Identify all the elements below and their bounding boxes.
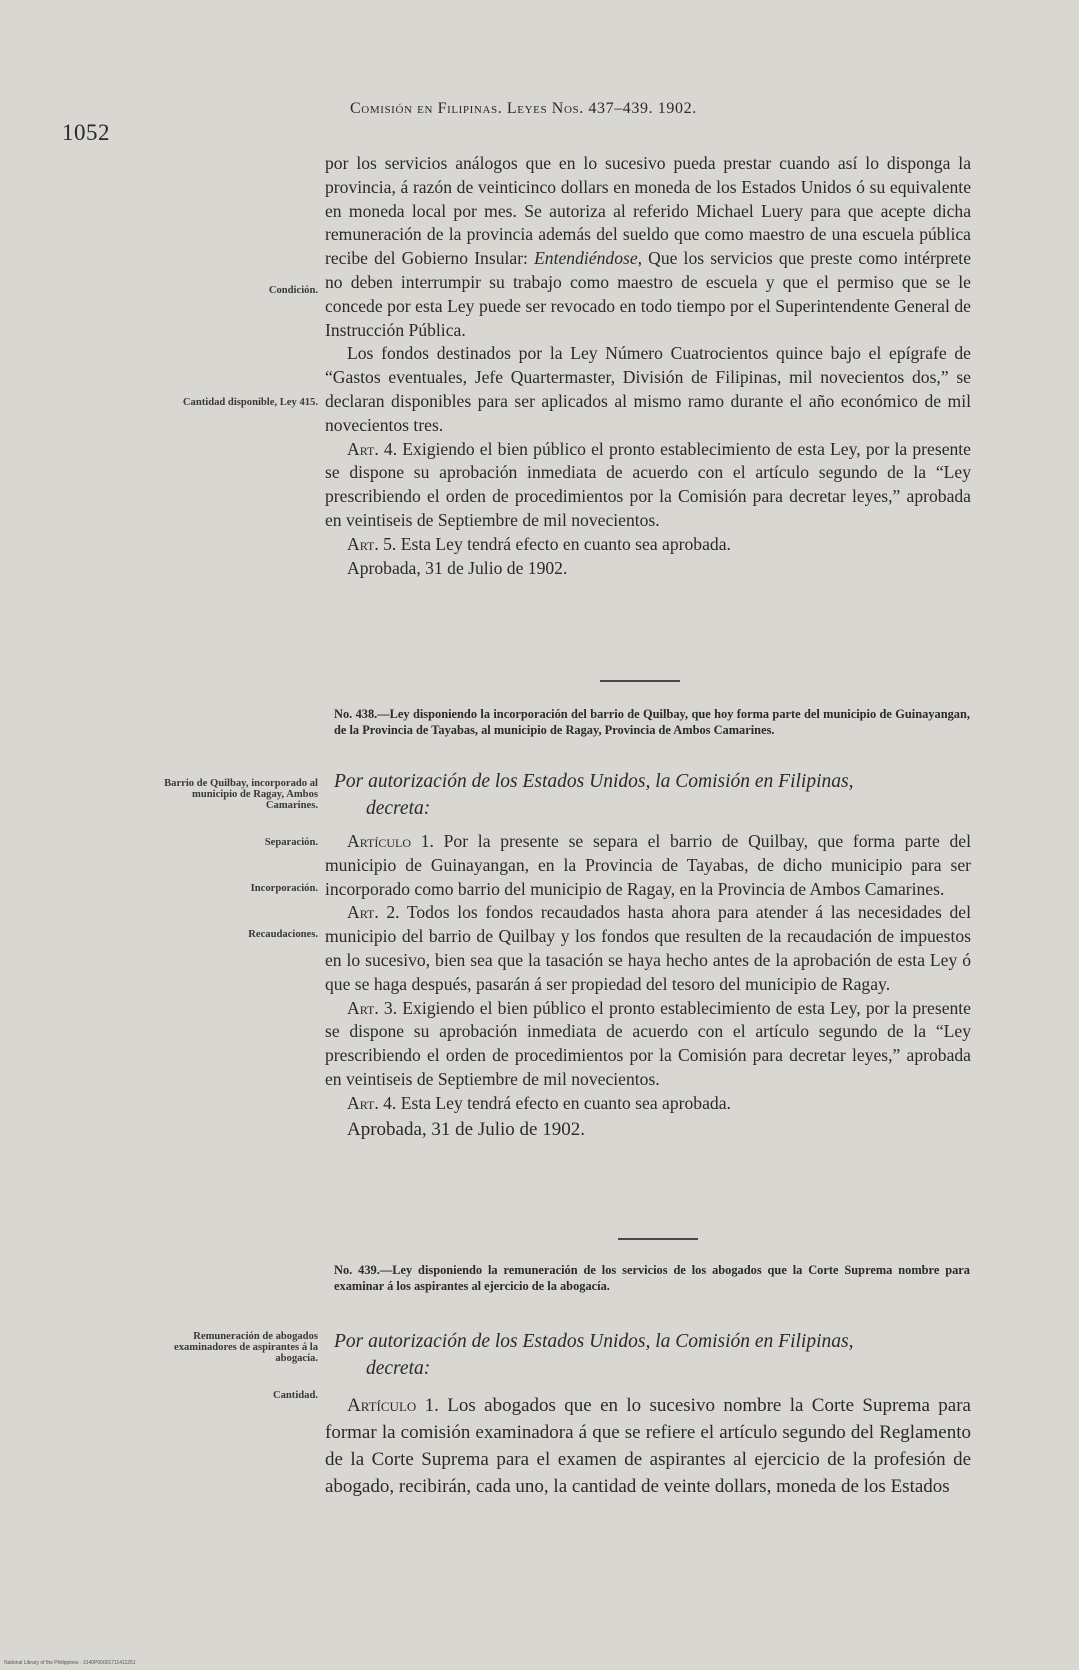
law-437-approved: Aprobada, 31 de Julio de 1902. xyxy=(347,557,568,578)
margin-note-cantidad: Cantidad disponible, Ley 415. xyxy=(182,397,318,408)
law-438-enacting-clause xyxy=(334,768,974,822)
margin-note-cantidad-2: Cantidad. xyxy=(272,1390,318,1401)
law-439-title: No. 439.—Ley disponiendo la remuneración de los servicios de los abogados que la Corte Suprema nombre para examinar á los aspirantes al ejercicio de la abogacía. xyxy=(334,1263,970,1293)
margin-note-recaudaciones: Recaudaciones. xyxy=(248,929,318,940)
law-439-text xyxy=(325,1392,971,1500)
margin-note-incorporacion: Incorporación. xyxy=(250,883,318,894)
law-437-paragraph-1: por los servicios análogos que en lo sucesivo pueda prestar cuando así lo disponga la provincia, á razón de veinticinco dollars en moneda de los Estados Unidos ó su equivalente en moneda local por mes. Se autoriza al referido Michael Luery para que acepte dicha remuneración de la provincia además del sueldo que como maestro de una escuela pública recibe del Gobierno Insular: Entendiéndose, Que los servicios que preste como intérprete no deben interrumpir su trabajo como maestro de escuela y que el permiso que se le concede por esta Ley puede ser revocado en todo tiempo por el Superintendente General de Instrucción Pública. xyxy=(325,153,972,340)
scan-footer: National Library of the Philippines · 3140P00001711411251 xyxy=(4,1660,136,1666)
law-438-article-3: Art. 3. Exigiendo el bien público el pronto establecimiento de esta Ley, por la presente se dispone su aprobación inmediata de acuerdo con el artículo segundo de la “Ley prescribiendo el orden de procedimientos por la Comisión para decretar leyes,” aprobada en veintiseis de Septiembre de mil novecientos. xyxy=(325,997,971,1089)
law-439-enacting-clause xyxy=(334,1328,974,1382)
law-438-approved: Aprobada, 31 de Julio de 1902. xyxy=(347,1118,585,1140)
law-438-article-4: Art. 4. Esta Ley tendrá efecto en cuanto sea aprobada. xyxy=(347,1092,731,1113)
law-438-article-2: Art. 2. Todos los fondos recaudados hasta ahora para atender á las necesidades del municipio del barrio de Quilbay y los fondos que resulten de la recaudación de impuestos en lo sucesivo, bien sea que la tasación se haya hecho antes de la aprobación de esta Ley ó que se haga después, pasarán á ser propiedad del tesoro del municipio de Ragay. xyxy=(325,902,971,994)
law-439-article-1: Artículo 1. Los abogados que en lo sucesivo nombre la Corte Suprema para formar la comisión examinadora á que se refiere el artículo segundo del Reglamento de la Corte Suprema para el examen de aspirantes al ejercicio de la profesión de abogado, recibirán, cada uno, la cantidad de veinte dollars, moneda de los Estados xyxy=(325,1395,971,1497)
running-header: Comisión en Filipinas. Leyes Nos. 437–439. 1902. xyxy=(350,100,697,117)
margin-note-remuneracion: Remuneración de abogados examinadores de aspirantes á la abogacía. xyxy=(174,1331,318,1364)
law-439-decreta: decreta: xyxy=(366,1358,431,1379)
law-437-article-5: Art. 5. Esta Ley tendrá efecto en cuanto sea aprobada. xyxy=(347,533,731,554)
margin-note-barrio: Barrio de Quilbay, incorporado al municipio de Ragay, Ambos Camarines. xyxy=(164,778,318,811)
law-438-text xyxy=(325,830,971,1143)
law-438-enact-text: Por autorización de los Estados Unidos, la Comisión en Filipinas, xyxy=(334,771,854,792)
law-439-enact-text: Por autorización de los Estados Unidos, la Comisión en Filipinas, xyxy=(334,1331,854,1352)
section-divider-2 xyxy=(618,1238,698,1240)
margin-note-condicion: Condición. xyxy=(268,285,318,296)
page-number: 1052 xyxy=(62,120,110,145)
law-438-title: No. 438.—Ley disponiendo la incorporación del barrio de Quilbay, que hoy forma parte del municipio de Guinayangan, de la Provincia de Tayabas, al municipio de Ragay, Provincia de Ambos Camarines. xyxy=(334,707,970,737)
law-437-article-4: Art. 4. Exigiendo el bien público el pronto establecimiento de esta Ley, por la presente se dispone su aprobación inmediata de acuerdo con el artículo segundo de la “Ley prescribiendo el orden de procedimientos por la Comisión para decretar leyes,” aprobada en veintiseis de Septiembre de mil novecientos. xyxy=(325,438,971,530)
section-divider xyxy=(600,680,680,682)
margin-note-separacion: Separación. xyxy=(264,837,318,848)
law-438-article-1: Artículo 1. Por la presente se separa el barrio de Quilbay, que forma parte del municipio de Guinayangan, en la Provincia de Tayabas, de dicho municipio para ser incorporado como barrio del municipio de Ragay, en la Provincia de Ambos Camarines. xyxy=(325,831,971,899)
law-438-decreta: decreta: xyxy=(366,798,431,819)
law-437-paragraph-2: Los fondos destinados por la Ley Número Cuatrocientos quince bajo el epígrafe de “Gastos eventuales, Jefe Quartermaster, División de Filipinas, mil novecientos dos,” se declaran disponibles para ser aplicados al mismo ramo durante el año económico de mil novecientos tres. xyxy=(325,343,971,435)
law-437-text xyxy=(325,152,971,580)
